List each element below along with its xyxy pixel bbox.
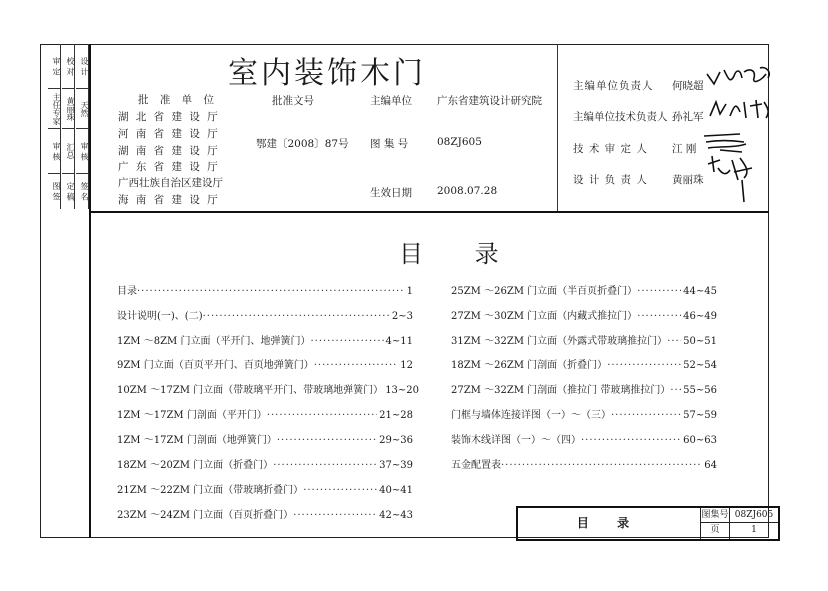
title-block — [516, 506, 780, 541]
approving-unit: 海 南 省 建 设 厅 — [118, 194, 220, 206]
toc-leader-dots — [581, 434, 681, 448]
side-column — [62, 44, 75, 209]
toc-entry-page: 52~54 — [683, 360, 717, 371]
toc-entry — [451, 310, 717, 324]
effective-date: 2008.07.28 — [437, 185, 498, 197]
toc-leader-dots — [637, 285, 681, 299]
toc-entry-label: 设计说明(一)、(二) — [117, 311, 203, 322]
toc-entry-page: 13~20 — [385, 385, 420, 396]
toc-leader-dots — [607, 359, 681, 373]
approving-unit: 湖 北 省 建 设 厅 — [118, 111, 220, 123]
toc-entry-label: 1ZM ～8ZM 门立面（平开门、地弹簧门） — [117, 336, 311, 347]
title-block-atlas-no: 08ZJ605 — [730, 508, 778, 523]
toc-entry-label: 27ZM ～30ZM 门立面（内藏式推拉门） — [451, 311, 638, 322]
title-block-page-no: 1 — [751, 525, 757, 535]
signature-image — [704, 150, 758, 206]
toc-entry — [117, 459, 413, 473]
toc-entry — [117, 384, 420, 398]
toc-entry-label: 25ZM ～26ZM 门立面（半百页折叠门） — [451, 286, 638, 297]
toc-leader-dots — [267, 409, 377, 423]
toc-leader-dots — [303, 484, 377, 498]
toc-entry — [117, 509, 413, 523]
side-cell: 汇总 — [62, 129, 75, 174]
toc-leader-dots — [637, 310, 681, 324]
toc-leader-dots — [670, 384, 681, 398]
responsible-name: 何晓超 — [672, 80, 704, 92]
toc-entry — [117, 409, 413, 423]
side-cell: 主任专家 — [48, 89, 61, 129]
effective-label: 生效日期 — [370, 187, 412, 199]
toc-entry — [117, 310, 413, 324]
side-cell: 黄丽珠 — [62, 89, 75, 129]
toc-entry-label: 1ZM ～17ZM 门剖面（平开门） — [117, 410, 267, 421]
toc-entry-label: 21ZM ～22ZM 门立面（带玻璃折叠门） — [117, 485, 304, 496]
toc-entry — [451, 285, 717, 299]
toc-entry-label: 9ZM 门立面（百页平开门、百页地弹簧门） — [117, 360, 314, 371]
approving-unit: 广 东 省 建 设 厅 — [118, 161, 220, 173]
toc-entry-page: 46~49 — [683, 311, 717, 322]
side-column — [48, 44, 61, 209]
responsible-role: 主编单位技术负责人 — [573, 111, 668, 123]
toc-leader-dots — [501, 459, 702, 473]
approving-unit: 河 南 省 建 设 厅 — [118, 128, 220, 140]
toc-entry — [451, 384, 717, 398]
toc-leader-dots — [310, 335, 383, 349]
toc-entry-page: 2~3 — [391, 311, 413, 322]
toc-entry-label: 装饰木线详图（一）～（四） — [451, 435, 581, 446]
title-block-atlas-label: 图集号 — [701, 508, 730, 523]
title-block-name: 目 录 — [518, 508, 701, 539]
approving-unit: 广西壮族自治区建设厅 — [118, 177, 223, 189]
side-column — [76, 44, 89, 209]
toc-entry-page: 37~39 — [379, 460, 413, 471]
toc-leader-dots — [273, 459, 377, 473]
toc-entry-label: 目录 — [117, 286, 137, 297]
header-divider — [89, 211, 769, 213]
header-split-line — [557, 44, 558, 211]
approving-unit-label: 批 准 单 位 — [138, 94, 219, 106]
side-cell: 校 对 — [62, 44, 75, 89]
toc-entry-page: 64 — [704, 460, 717, 471]
toc-entry-page: 55~56 — [683, 385, 717, 396]
toc-entry — [451, 335, 717, 349]
toc-entry — [451, 434, 717, 448]
side-cell: 天然 — [76, 89, 89, 129]
toc-entry-page: 40~41 — [379, 485, 413, 496]
toc-entry-label: 27ZM ～32ZM 门剖面（推拉门 带玻璃推拉门） — [451, 385, 671, 396]
toc-entry-label: 18ZM ～20ZM 门立面（折叠门） — [117, 460, 274, 471]
toc-title: 目 录 — [399, 240, 521, 268]
toc-entry — [451, 359, 717, 373]
toc-entry-page: 29~36 — [379, 435, 413, 446]
toc-leader-dots — [203, 310, 390, 324]
toc-leader-dots — [293, 509, 377, 523]
side-approval-strip — [48, 44, 89, 209]
editor-label: 主编单位 — [370, 95, 412, 107]
side-cell: 审 核 — [48, 129, 61, 174]
side-cell: 审 核 — [76, 129, 89, 174]
responsible-name: 黄丽珠 — [672, 174, 704, 186]
side-cell: 设 计 — [76, 44, 89, 89]
doc-no-label: 批准文号 — [272, 95, 314, 107]
side-cell: 签 名 — [80, 182, 89, 201]
toc-leader-dots — [277, 434, 377, 448]
toc-entry — [451, 409, 717, 423]
toc-entry — [451, 459, 717, 473]
signature-image — [706, 96, 774, 122]
toc-entry-label: 门框与墙体连接详图（一）～（三） — [451, 410, 611, 421]
toc-entry-label: 31ZM ～32ZM 门立面（外露式带玻璃推拉门） — [451, 336, 668, 347]
toc-leader-dots — [137, 285, 405, 299]
toc-entry-page: 57~59 — [683, 410, 717, 421]
toc-entry-page: 60~63 — [683, 435, 717, 446]
toc-entry-page: 12 — [400, 360, 413, 371]
toc-entry — [117, 335, 413, 349]
responsible-name: 孙礼军 — [672, 111, 704, 123]
toc-entry-label: 18ZM ～26ZM 门剖面（折叠门） — [451, 360, 608, 371]
page-title: 室内装饰木门 — [228, 56, 426, 91]
title-block-page-label: 页 — [701, 523, 730, 539]
toc-entry — [117, 434, 413, 448]
toc-entry-page: 42~43 — [379, 510, 413, 521]
responsible-name: 江 刚 — [672, 143, 697, 155]
toc-entry-label: 23ZM ～24ZM 门立面（百页折叠门） — [117, 510, 294, 521]
responsible-role: 设 计 负 责 人 — [573, 174, 648, 186]
toc-entry-label: 10ZM ～17ZM 门立面（带玻璃平开门、带玻璃地弹簧门） — [117, 385, 384, 396]
toc-entry-page: 44~45 — [683, 286, 717, 297]
toc-leader-dots — [611, 409, 681, 423]
side-cell: 定 稿 — [66, 182, 75, 201]
responsible-role: 主编单位负责人 — [573, 80, 654, 92]
editor: 广东省建筑设计研究院 — [437, 95, 542, 107]
toc-entry-page: 4~11 — [385, 336, 413, 347]
toc-leader-dots — [667, 335, 681, 349]
atlas-no: 08ZJ605 — [437, 136, 482, 148]
toc-entry — [117, 285, 413, 299]
approving-unit: 湖 南 省 建 设 厅 — [118, 145, 220, 157]
toc-entry-page: 1 — [406, 286, 413, 297]
doc-no: 鄂建〔2008〕87号 — [256, 138, 349, 150]
toc-leader-dots — [314, 359, 399, 373]
signature-image — [704, 64, 774, 90]
side-cell: 图 签 — [52, 182, 61, 201]
toc-entry-page: 50~51 — [683, 336, 717, 347]
toc-entry-label: 五金配置表 — [451, 460, 501, 471]
side-cell: 审 定 — [48, 44, 61, 89]
toc-entry — [117, 359, 413, 373]
toc-entry-label: 1ZM ～17ZM 门剖面（地弹簧门） — [117, 435, 277, 446]
toc-entry — [117, 484, 413, 498]
atlas-label: 图 集 号 — [370, 138, 409, 150]
responsible-role: 技 术 审 定 人 — [573, 143, 648, 155]
toc-entry-page: 21~28 — [379, 410, 413, 421]
